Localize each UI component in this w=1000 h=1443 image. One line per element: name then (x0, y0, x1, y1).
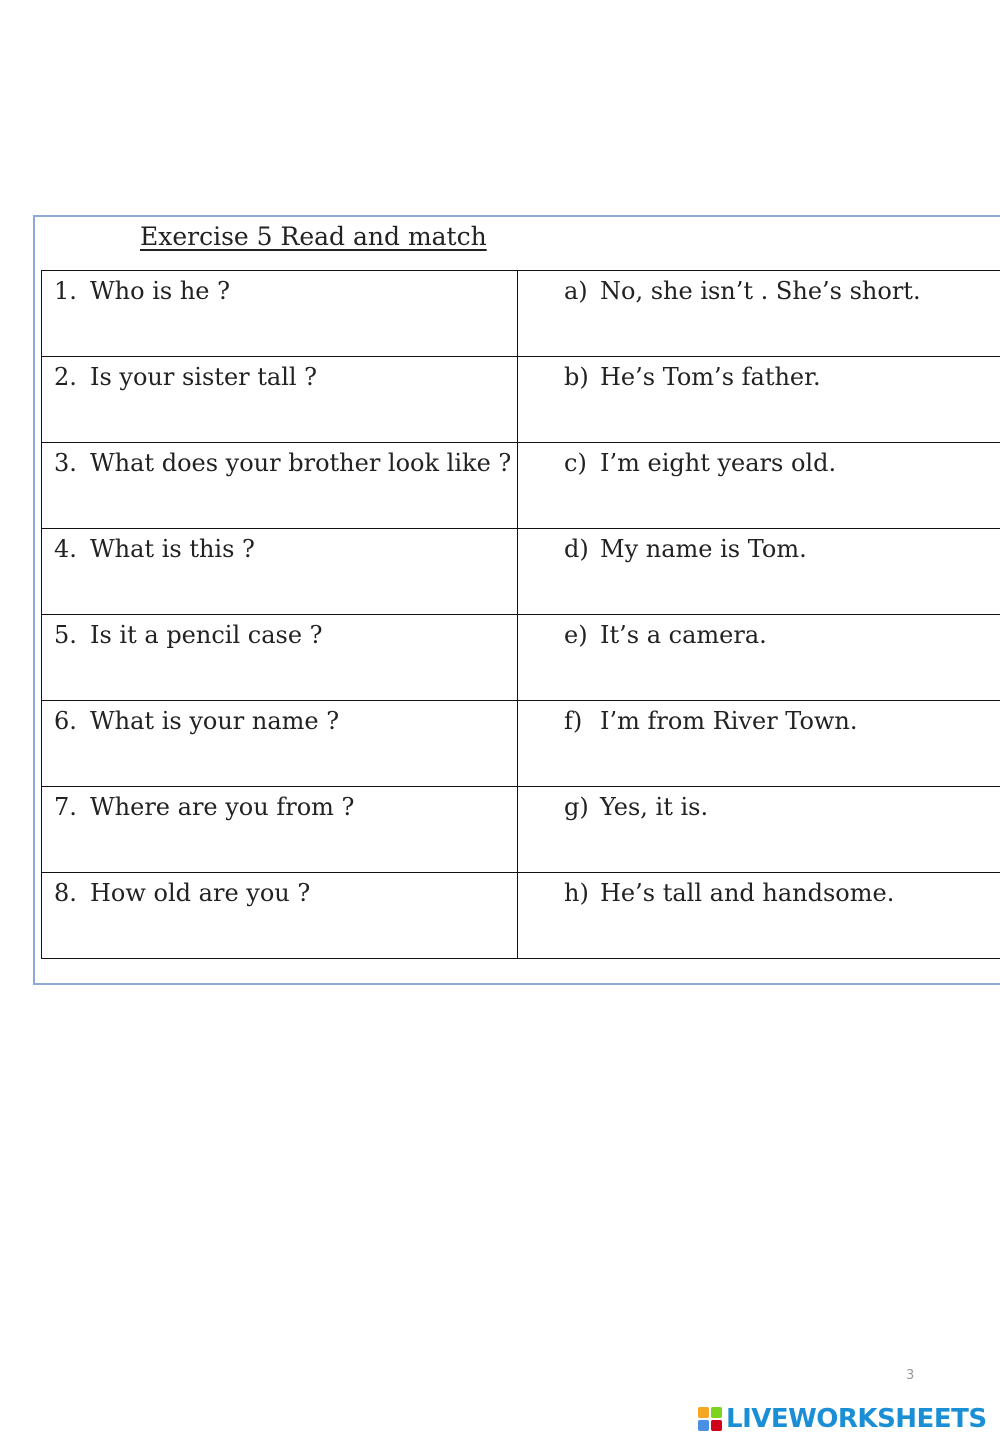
answer-text: I’m from River Town. (600, 707, 858, 735)
liveworksheets-logo-icon (698, 1407, 722, 1431)
exercise-title: Exercise 5 Read and match (140, 222, 487, 251)
table-row (42, 787, 1000, 873)
answer-cell (518, 271, 1000, 357)
answer-letter: c) (564, 449, 587, 477)
answer-cell (518, 701, 1000, 787)
answer-text: He’s Tom’s father. (600, 363, 821, 391)
question-text: Where are you from ? (90, 793, 355, 821)
question-number: 8. (54, 879, 77, 907)
logo-square-icon (711, 1420, 722, 1431)
question-cell (42, 443, 518, 529)
page-number: 3 (906, 1368, 915, 1383)
question-cell (42, 615, 518, 701)
question-text: What is this ? (90, 535, 255, 563)
table-row (42, 443, 1000, 529)
answer-letter: g) (564, 793, 589, 821)
answer-text: No, she isn’t . She’s short. (600, 277, 921, 305)
answer-letter: f) (564, 707, 583, 735)
answer-letter: e) (564, 621, 588, 649)
answer-cell (518, 873, 1000, 959)
answer-letter: b) (564, 363, 589, 391)
question-text: How old are you ? (90, 879, 311, 907)
logo-square-icon (698, 1407, 709, 1418)
logo-square-icon (711, 1407, 722, 1418)
question-text: Is your sister tall ? (90, 363, 318, 391)
answer-letter: h) (564, 879, 589, 907)
question-number: 4. (54, 535, 77, 563)
question-cell (42, 529, 518, 615)
answer-cell (518, 357, 1000, 443)
question-text: Who is he ? (90, 277, 230, 305)
answer-text: I’m eight years old. (600, 449, 837, 477)
question-text: What does your brother look like ? (90, 449, 512, 477)
question-text: What is your name ? (90, 707, 340, 735)
answer-text: It’s a camera. (600, 621, 767, 649)
table-row (42, 357, 1000, 443)
match-table (41, 270, 1000, 959)
answer-text: He’s tall and handsome. (600, 879, 895, 907)
question-cell (42, 357, 518, 443)
question-cell (42, 701, 518, 787)
table-row (42, 701, 1000, 787)
answer-text: Yes, it is. (600, 793, 709, 821)
question-cell (42, 787, 518, 873)
logo-square-icon (698, 1420, 709, 1431)
table-row (42, 271, 1000, 357)
question-number: 6. (54, 707, 77, 735)
table-row (42, 873, 1000, 959)
table-row (42, 529, 1000, 615)
question-cell (42, 873, 518, 959)
answer-letter: d) (564, 535, 589, 563)
question-text: Is it a pencil case ? (90, 621, 323, 649)
question-number: 7. (54, 793, 77, 821)
answer-cell (518, 787, 1000, 873)
answer-cell (518, 443, 1000, 529)
answer-cell (518, 615, 1000, 701)
table-row (42, 615, 1000, 701)
question-number: 1. (54, 277, 77, 305)
question-number: 2. (54, 363, 77, 391)
answer-letter: a) (564, 277, 588, 305)
question-cell (42, 271, 518, 357)
answer-cell (518, 529, 1000, 615)
liveworksheets-brand[interactable] (698, 1404, 987, 1434)
question-number: 3. (54, 449, 77, 477)
question-number: 5. (54, 621, 77, 649)
answer-text: My name is Tom. (600, 535, 807, 563)
brand-name: LIVEWORKSHEETS (726, 1404, 987, 1434)
